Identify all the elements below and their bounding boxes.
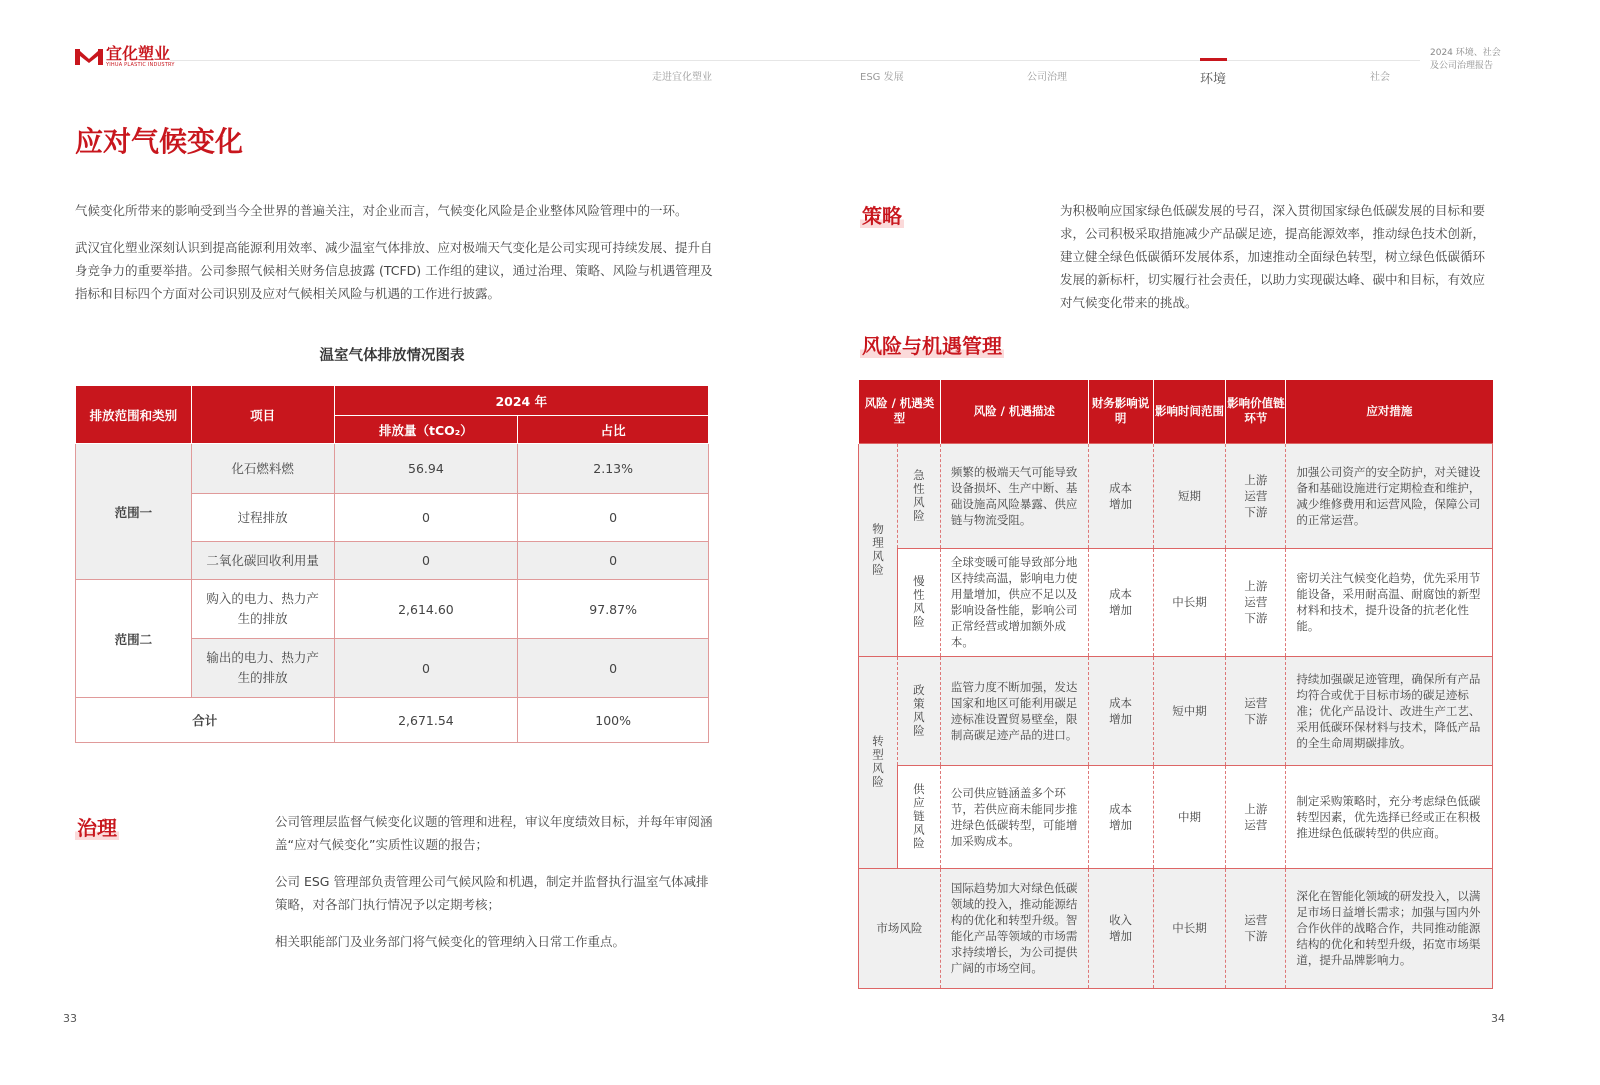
share-cell: 97.87% (518, 580, 709, 639)
header-year: 2024 年 (334, 386, 708, 416)
ghg-emissions-table (75, 385, 709, 743)
page-title: 应对气候变化 (75, 125, 244, 158)
table-row (859, 443, 1493, 548)
section-strategy-title: 策略 (862, 204, 902, 228)
group-physical-cell: 物理风险 (859, 443, 898, 656)
report-title: 2024 环境、社会 及公司治理报告 (1430, 48, 1501, 71)
table-row (76, 580, 709, 639)
logo-text: 宜化塑业 (106, 44, 171, 63)
total-amount: 2,671.54 (334, 698, 518, 743)
header-share: 占比 (518, 416, 709, 444)
response-cell: 制定采购策略时，充分考虑绿色低碳转型因素，优先选择已经或正在积极推进绿色低碳转型的供应商。 (1286, 765, 1493, 868)
table-row (76, 444, 709, 494)
active-nav-indicator (1200, 58, 1227, 61)
share-cell: 0 (518, 494, 709, 542)
page-number-left: 33 (63, 1012, 77, 1025)
chain-cell: 运营下游 (1226, 656, 1286, 765)
total-share: 100% (518, 698, 709, 743)
governance-paragraph-3: 相关职能部门及业务部门将气候变化的管理纳入日常工作重点。 (275, 934, 626, 949)
header-divider (170, 60, 1420, 61)
page-number-right: 34 (1491, 1012, 1505, 1025)
item-cell: 输出的电力、热力产生的排放 (191, 639, 334, 698)
risk-opportunity-table (858, 380, 1493, 989)
strategy-paragraph: 为积极响应国家绿色低碳发展的号召，深入贯彻国家绿色低碳发展的目标和要求，公司积极采取措施减少产品碳足迹，提高能源效率，推动绿色技术创新，建立健全绿色低碳循环发展体系，加速推动全面绿色转型，树立绿色低碳循环发展的新标杆，切实履行社会责任，以助力实现碳达峰、碳中和目标，有效应对气候变化带来的挑战。 (1060, 203, 1486, 310)
nav-environment[interactable]: 环境 (1200, 72, 1227, 87)
nav-about[interactable]: 走进宜化塑业 (652, 72, 712, 83)
header-item: 项目 (191, 386, 334, 444)
governance-paragraph-1: 公司管理层监督气候变化议题的管理和进程，审议年度绩效目标，并每年审阅涵盖“应对气候变化”实质性议题的报告； (275, 814, 713, 852)
share-cell: 2.13% (518, 444, 709, 494)
response-cell: 深化在智能化领域的研发投入，以满足市场日益增长需求；加强与国内外合作伙伴的战略合作，共同推动能源结构的优化和转型升级，拓宽市场渠道，提升品牌影响力。 (1286, 868, 1493, 988)
header-scope: 排放范围和类别 (76, 386, 192, 444)
response-cell: 加强公司资产的安全防护，对关键设备和基础设施进行定期检查和维护，减少维修费用和运营风险，保障公司的正常运营。 (1286, 443, 1493, 548)
item-cell: 购入的电力、热力产生的排放 (191, 580, 334, 639)
sub-type-cell: 慢性风险 (897, 548, 940, 656)
table-row (859, 868, 1493, 988)
company-logo (75, 46, 175, 68)
chain-cell: 上游运营下游 (1226, 548, 1286, 656)
chain-cell: 上游运营 (1226, 765, 1286, 868)
desc-cell: 全球变暖可能导致部分地区持续高温，影响电力使用量增加，供应不足以及影响设备性能，影响公司正常经营或增加额外成本。 (940, 548, 1088, 656)
sub-type-cell: 供应链风险 (897, 765, 940, 868)
header-chain: 影响价值链环节 (1226, 380, 1286, 443)
intro-paragraph-2: 武汉宜化塑业深刻认识到提高能源利用效率、减少温室气体排放、应对极端天气变化是公司实现可持续发展、提升自身竞争力的重要举措。公司参照气候相关财务信息披露 (TCFD) 工作组的建议，通过治理、策略、风险与机遇管理及指标和目标四个方面对公司识别及应对气候相关风险与机遇的工作进行披露。 (75, 240, 713, 301)
governance-paragraph-2: 公司 ESG 管理部负责管理公司气候风险和机遇，制定并监督执行温室气体减排策略，对各部门执行情况予以定期考核； (275, 874, 709, 912)
header-type: 风险 / 机遇类型 (859, 380, 941, 443)
sub-type-cell: 市场风险 (859, 868, 941, 988)
response-cell: 密切关注气候变化趋势，优先采用节能设备，采用耐高温、耐腐蚀的新型材料和技术，提升设备的抗老化性能。 (1286, 548, 1493, 656)
time-cell: 中期 (1153, 765, 1226, 868)
amount-cell: 0 (334, 542, 518, 580)
finance-cell: 成本增加 (1088, 765, 1153, 868)
time-cell: 中长期 (1153, 868, 1226, 988)
total-label: 合计 (76, 698, 335, 743)
desc-cell: 监管力度不断加强，发达国家和地区可能利用碳足迹标准设置贸易壁垒，限制高碳足迹产品的进口。 (940, 656, 1088, 765)
scope-1-cell: 范围一 (76, 444, 192, 580)
finance-cell: 成本增加 (1088, 656, 1153, 765)
share-cell: 0 (518, 639, 709, 698)
table-row (859, 548, 1493, 656)
amount-cell: 56.94 (334, 444, 518, 494)
time-cell: 中长期 (1153, 548, 1226, 656)
share-cell: 0 (518, 542, 709, 580)
header-time: 影响时间范围 (1153, 380, 1226, 443)
section-risk-title: 风险与机遇管理 (862, 334, 1002, 358)
group-transition-cell: 转型风险 (859, 656, 898, 868)
item-cell: 化石燃料燃 (191, 444, 334, 494)
finance-cell: 成本增加 (1088, 548, 1153, 656)
intro-paragraph-1: 气候变化所带来的影响受到当今全世界的普遍关注，对企业而言，气候变化风险是企业整体风险管理中的一环。 (75, 203, 688, 218)
nav-social[interactable]: 社会 (1370, 72, 1390, 83)
sub-type-cell: 急性风险 (897, 443, 940, 548)
finance-cell: 收入增加 (1088, 868, 1153, 988)
amount-cell: 2,614.60 (334, 580, 518, 639)
sub-type-cell: 政策风险 (897, 656, 940, 765)
desc-cell: 公司供应链涵盖多个环节，若供应商未能同步推进绿色低碳转型，可能增加采购成本。 (940, 765, 1088, 868)
item-cell: 过程排放 (191, 494, 334, 542)
scope-2-cell: 范围二 (76, 580, 192, 698)
nav-governance[interactable]: 公司治理 (1027, 72, 1067, 83)
logo-mark-icon (75, 46, 103, 68)
table-caption: 温室气体排放情况图表 (319, 348, 465, 364)
logo-subtext: YIHUA PLASTIC INDUSTRY (106, 62, 175, 68)
amount-cell: 0 (334, 494, 518, 542)
desc-cell: 频繁的极端天气可能导致设备损坏、生产中断、基础设施高风险暴露、供应链与物流受阻。 (940, 443, 1088, 548)
nav-esg[interactable]: ESG 发展 (860, 72, 904, 83)
chain-cell: 运营下游 (1226, 868, 1286, 988)
header-response: 应对措施 (1286, 380, 1493, 443)
item-cell: 二氧化碳回收利用量 (191, 542, 334, 580)
header-desc: 风险 / 机遇描述 (940, 380, 1088, 443)
desc-cell: 国际趋势加大对绿色低碳领域的投入，推动能源结构的优化和转型升级。智能化产品等领域的市场需求持续增长，为公司提供广阔的市场空间。 (940, 868, 1088, 988)
header-amount: 排放量（tCO₂） (334, 416, 518, 444)
header-finance: 财务影响说明 (1088, 380, 1153, 443)
response-cell: 持续加强碳足迹管理，确保所有产品均符合或优于目标市场的碳足迹标准；优化产品设计、改进生产工艺、采用低碳环保材料与技术，降低产品的全生命周期碳排放。 (1286, 656, 1493, 765)
finance-cell: 成本增加 (1088, 443, 1153, 548)
time-cell: 短期 (1153, 443, 1226, 548)
chain-cell: 上游运营下游 (1226, 443, 1286, 548)
table-row (859, 656, 1493, 765)
amount-cell: 0 (334, 639, 518, 698)
time-cell: 短中期 (1153, 656, 1226, 765)
section-governance-title: 治理 (77, 816, 117, 840)
table-row (859, 765, 1493, 868)
